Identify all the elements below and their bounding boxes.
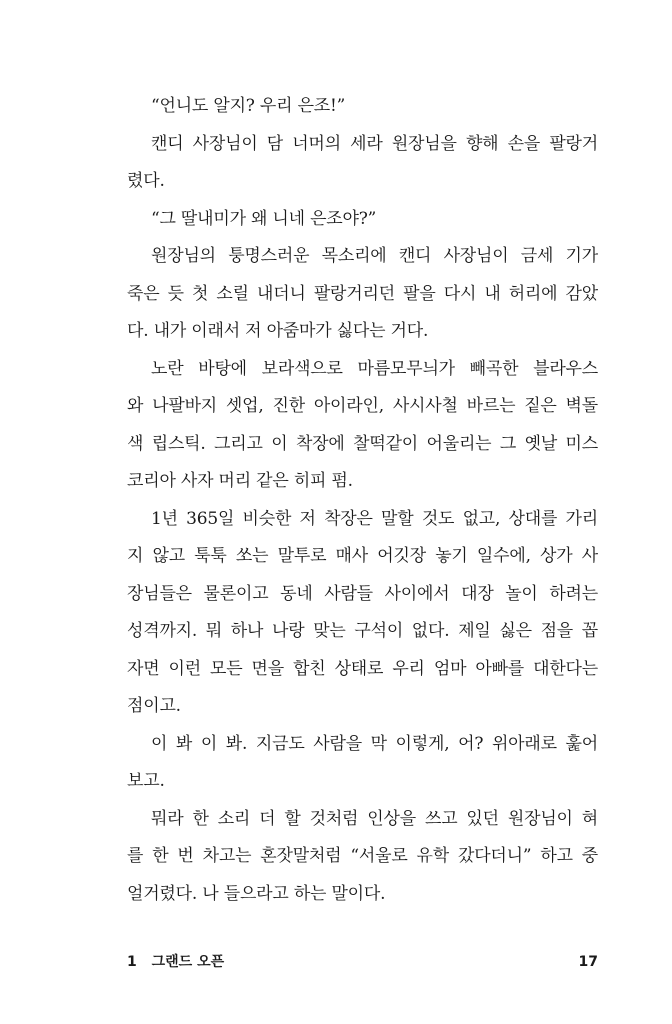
text-line: 자면 이런 모든 면을 합친 상태로 우리 엄마 아빠를 대한다는 [127, 658, 598, 679]
text-line: 코리아 사자 머리 같은 히피 펌. [127, 471, 353, 491]
text-line: 얼거렸다. 나 들으라고 하는 말이다. [127, 883, 386, 904]
page-number: 17 [578, 954, 598, 970]
text-line: 캔디 사장님이 담 너머의 세라 원장님을 향해 손을 팔랑거 [151, 133, 598, 154]
text-line: 보고. [127, 771, 165, 791]
text-line: 지 않고 툭툭 쏘는 말투로 매사 어깃장 놓기 일수에, 상가 사 [127, 546, 598, 566]
chapter-number: 1 [127, 954, 137, 970]
text-line: 원장님의 퉁명스러운 목소리에 캔디 사장님이 금세 기가 [151, 246, 598, 266]
text-line: 죽은 듯 첫 소릴 내더니 팔랑거리던 팔을 다시 내 허리에 감았 [127, 283, 598, 304]
text-line: 1년 365일 비슷한 저 착장은 말할 것도 없고, 상대를 가리 [151, 508, 598, 529]
text-line: 이 봐 이 봐. 지금도 사람을 막 이렇게, 어? 위아래로 훑어 [151, 733, 598, 754]
text-line: “언니도 알지? 우리 은조!” [151, 96, 346, 116]
text-line: 장님들은 물론이고 동네 사람들 사이에서 대장 놀이 하려는 [127, 583, 598, 604]
text-line: 와 나팔바지 셋업, 진한 아이라인, 사시사철 바르는 짙은 벽돌 [127, 396, 598, 416]
text-line: 다. 내가 이래서 저 아줌마가 싫다는 거다. [127, 321, 429, 341]
text-line: 점이고. [127, 696, 181, 716]
text-line: 성격까지. 뭐 하나 나랑 맞는 구석이 없다. 제일 싫은 점을 꼽 [127, 621, 598, 641]
body-text [127, 88, 598, 913]
text-line: 를 한 번 차고는 혼잣말처럼 “서울로 유학 갔다더니” 하고 중 [127, 846, 598, 866]
chapter-title: 그랜드 오픈 [151, 954, 225, 970]
text-line: 렸다. [127, 171, 165, 191]
text-line: 뭐라 한 소리 더 할 것처럼 인상을 쓰고 있던 원장님이 혀 [151, 808, 598, 829]
text-line: 색 립스틱. 그리고 이 착장에 찰떡같이 어울리는 그 옛날 미스 [127, 433, 598, 454]
text-line: “그 딸내미가 왜 니네 은조야?” [151, 208, 377, 229]
page-footer [127, 950, 598, 974]
text-line: 노란 바탕에 보라색으로 마름모무늬가 빼곡한 블라우스 [151, 358, 598, 379]
